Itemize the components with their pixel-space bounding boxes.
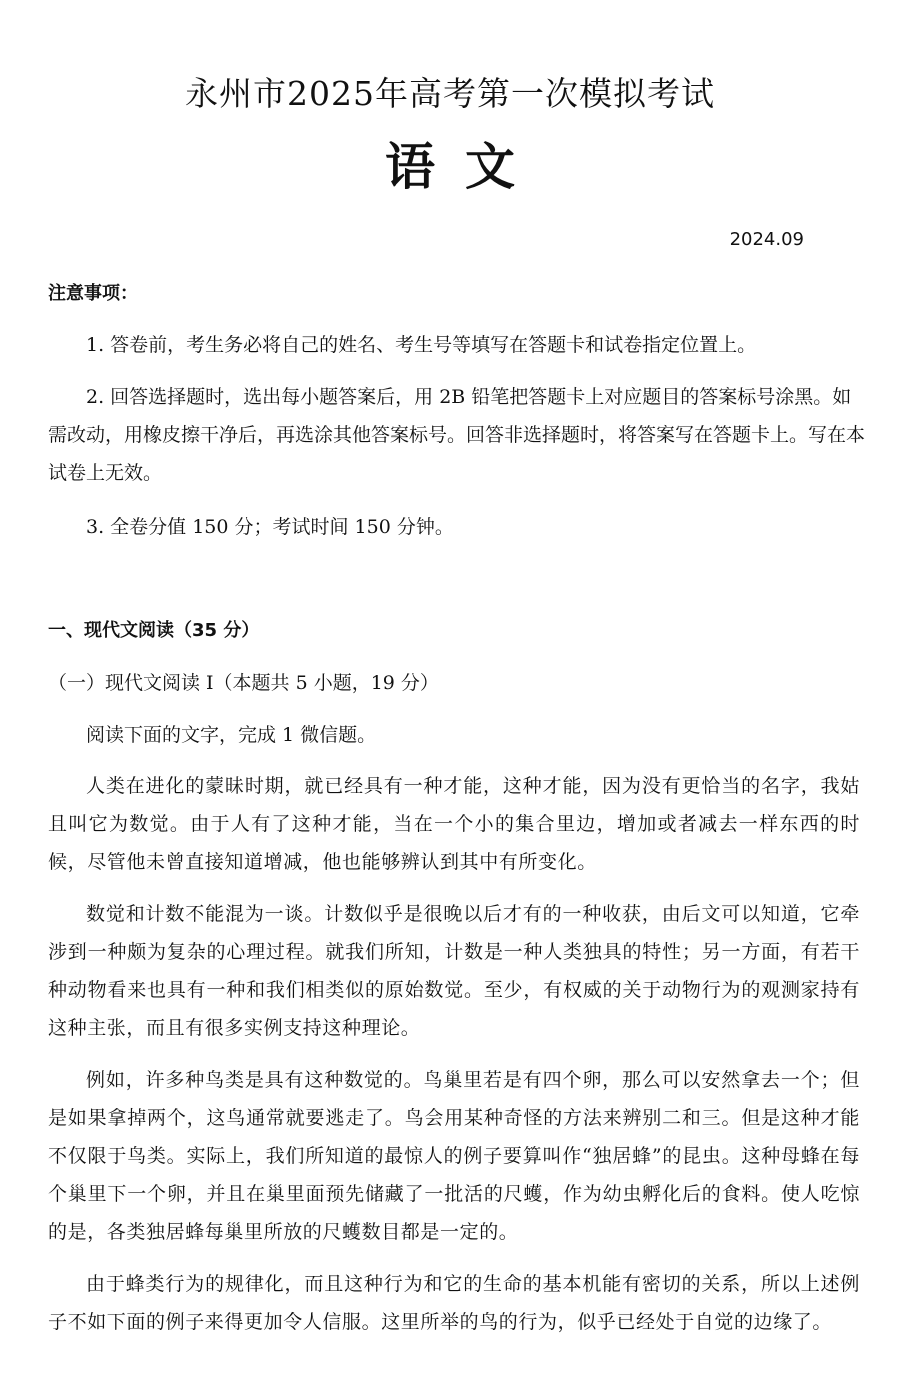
- subject-title: 语文: [385, 137, 545, 196]
- section-heading: 一、现代文阅读（35 分）: [48, 620, 260, 641]
- notice-item-1: 1. 答卷前，考生务必将自己的姓名、考生号等填写在答题卡和试卷指定位置上。: [86, 334, 757, 356]
- notice-heading: 注意事项：: [48, 283, 138, 304]
- reading-instruction: 阅读下面的文字，完成 1 微信题。: [86, 724, 377, 746]
- reading-paragraph: 人类在进化的蒙昧时期，就已经具有一种才能，这种才能，因为没有更恰当的名字，我姑且叫它为数觉。由于人有了这种才能，当在一个小的集合里边，增加或者减去一样东西的时候，尽管他未曾直接知道增减，他也能够辨认到其中有所变化。: [48, 775, 860, 873]
- reading-paragraph: 例如，许多种鸟类是具有这种数觉的。鸟巢里若是有四个卵，那么可以安然拿去一个；但是如果拿掉两个，这鸟通常就要逃走了。鸟会用某种奇怪的方法来辨别二和三。但是这种才能不仅限于鸟类。实际上，我们所知道的最惊人的例子要算叫作“独居蜂”的昆虫。这种母蜂在每个巢里下一个卵，并且在巢里面预先储藏了一批活的尺蠖，作为幼虫孵化后的食料。使人吃惊的是，各类独居蜂每巢里所放的尺蠖数目都是一定的。: [48, 1069, 860, 1243]
- exam-title: 永州市2025年高考第一次模拟考试: [185, 74, 715, 113]
- notice-item-3: 3. 全卷分值 150 分；考试时间 150 分钟。: [86, 516, 454, 538]
- exam-date: 2024.09: [729, 229, 804, 250]
- reading-paragraph: 由于蜂类行为的规律化，而且这种行为和它的生命的基本机能有密切的关系，所以上述例子不如下面的例子来得更加令人信服。这里所举的鸟的行为，似乎已经处于自觉的边缘了。: [48, 1273, 860, 1333]
- reading-paragraph: 数觉和计数不能混为一谈。计数似乎是很晚以后才有的一种收获，由后文可以知道，它牵涉到一种颇为复杂的心理过程。就我们所知，计数是一种人类独具的特性；另一方面，有若干种动物看来也具有一种和我们相类似的原始数觉。至少，有权威的关于动物行为的观测家持有这种主张，而且有很多实例支持这种理论。: [48, 903, 860, 1039]
- section-subheading: （一）现代文阅读 I（本题共 5 小题，19 分）: [48, 672, 439, 694]
- notice-item-2: 2. 回答选择题时，选出每小题答案后，用 2B 铅笔把答题卡上对应题目的答案标号涂黑。如需改动，用橡皮擦干净后，再选涂其他答案标号。回答非选择题时，将答案写在答题卡上。写在本试卷上无效。: [48, 386, 866, 484]
